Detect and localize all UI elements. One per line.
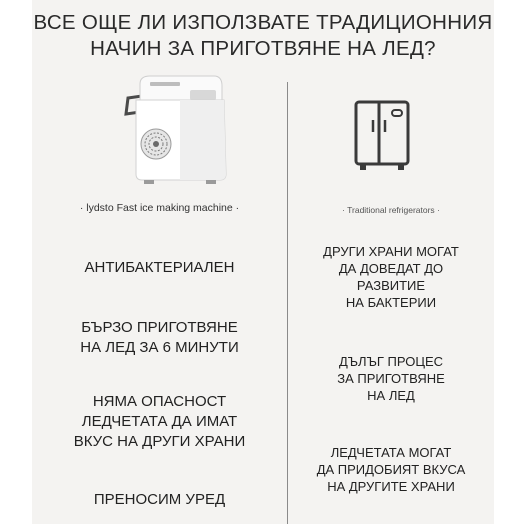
left-feature-3 xyxy=(32,392,287,452)
left-feature-4-line-1: ПРЕНОСИМ УРЕД xyxy=(93,491,226,508)
right-feature-1 xyxy=(288,243,494,311)
left-feature-3-line-3: ВКУС НА ДРУГИ ХРАНИ xyxy=(73,433,246,450)
right-feature-3-line-2: ДА ПРИДОБИЯТ ВКУСА xyxy=(316,462,466,477)
right-feature-3-line-3: НА ДРУГИТЕ ХРАНИ xyxy=(327,479,455,494)
left-feature-2-line-2: НА ЛЕД ЗА 6 МИНУТИ xyxy=(80,339,239,356)
left-feature-4 xyxy=(32,490,287,510)
right-feature-1-line-2: ДА ДОВЕДАТ ДО xyxy=(338,261,444,276)
right-caption: · Traditional refrigerators · xyxy=(342,205,440,215)
page-title xyxy=(32,10,494,62)
right-feature-3-line-1: ЛЕДЧЕТАТА МОГАТ xyxy=(330,445,452,460)
right-feature-2 xyxy=(288,353,494,404)
right-feature-2-line-2: ЗА ПРИГОТВЯНЕ xyxy=(337,371,445,386)
refrigerator-icon xyxy=(352,98,412,174)
left-feature-2 xyxy=(32,318,287,358)
left-feature-3-line-1: НЯМА ОПАСНОСТ xyxy=(92,393,227,410)
ice-machine-image xyxy=(110,70,240,188)
right-feature-2-line-3: НА ЛЕД xyxy=(367,388,415,403)
left-feature-1 xyxy=(32,258,287,278)
right-feature-2-line-1: ДЪЛЪГ ПРОЦЕС xyxy=(338,354,444,369)
left-caption: · lydsto Fast ice making machine · xyxy=(79,202,240,214)
right-feature-3 xyxy=(288,444,494,495)
left-feature-2-line-1: БЪРЗО ПРИГОТВЯНЕ xyxy=(81,319,238,336)
title-line-2: НАЧИН ЗА ПРИГОТВЯНЕ НА ЛЕД? xyxy=(90,37,436,60)
right-feature-1-line-4: НА БАКТЕРИИ xyxy=(345,295,437,310)
right-feature-1-line-1: ДРУГИ ХРАНИ МОГАТ xyxy=(323,244,459,259)
left-feature-1-line-1: АНТИБАКТЕРИАЛЕН xyxy=(84,259,235,276)
left-feature-3-line-2: ЛЕДЧЕТАТА ДА ИМАТ xyxy=(81,413,238,430)
title-line-1: ВСЕ ОЩЕ ЛИ ИЗПОЛЗВАТЕ ТРАДИЦИОННИЯ xyxy=(33,11,493,34)
right-feature-1-line-3: РАЗВИТИЕ xyxy=(356,278,426,293)
